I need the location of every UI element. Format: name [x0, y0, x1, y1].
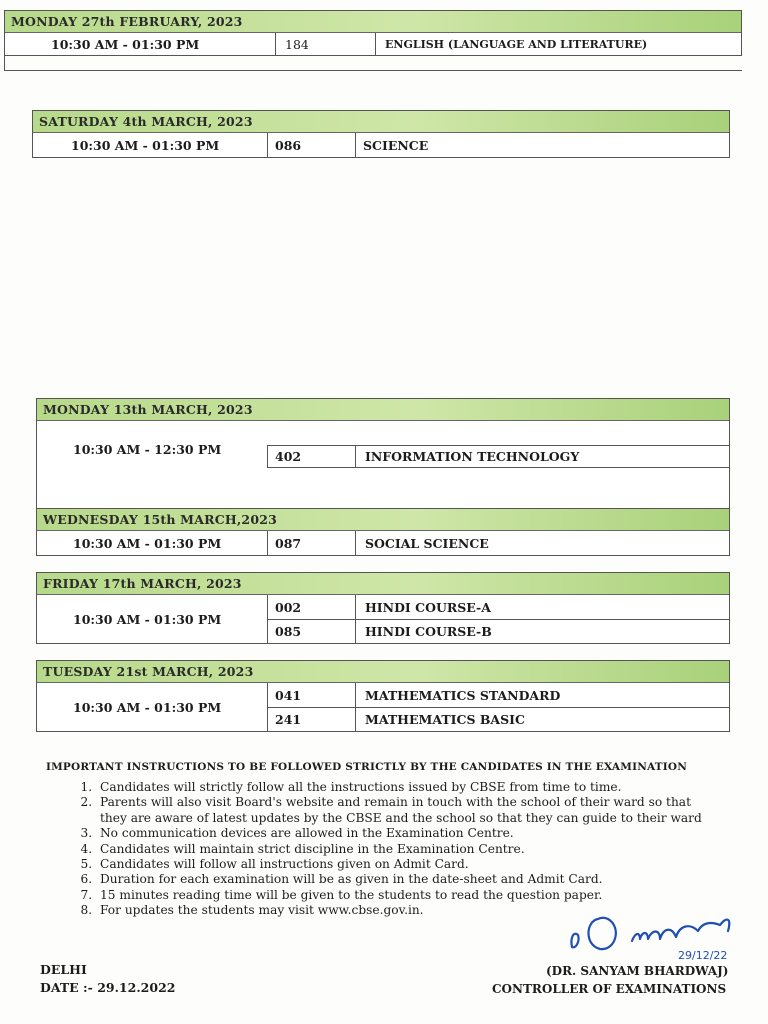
instruction-item: 2. Parents will also visit Board's website and remain in touch with the school of their ward so that they are aware of latest updates by the CBSE and the school so that they can guide to their ward — [96, 795, 768, 826]
exam-subject: ENGLISH (LANGUAGE AND LITERATURE) — [385, 38, 648, 51]
exam-subject: MATHEMATICS BASIC — [365, 712, 525, 727]
exam-date-header: TUESDAY 21st MARCH, 2023 — [37, 661, 729, 683]
signatory-name: (DR. SANYAM BHARDWAJ) — [546, 964, 729, 978]
instructions-list — [62, 780, 768, 919]
exam-subject: HINDI COURSE-A — [365, 600, 491, 615]
exam-block-1 — [4, 10, 742, 56]
exam-code: 241 — [275, 712, 302, 727]
exam-block-2 — [32, 110, 730, 158]
instruction-item: 6. Duration for each examination will be as given in the date-sheet and Admit Card. — [96, 872, 768, 887]
exam-block-4 — [36, 508, 730, 556]
exam-code: 402 — [275, 449, 302, 464]
signature-image — [560, 905, 760, 965]
exam-code: 086 — [275, 138, 302, 153]
exam-time: 10:30 AM - 01:30 PM — [71, 138, 220, 153]
exam-code: 085 — [275, 624, 302, 639]
exam-block-6 — [36, 660, 730, 732]
exam-subject: SOCIAL SCIENCE — [365, 536, 489, 551]
instruction-item: 5. Candidates will follow all instructions given on Admit Card. — [96, 857, 768, 872]
exam-block-3 — [36, 398, 730, 509]
signatory-designation: CONTROLLER OF EXAMINATIONS — [492, 982, 727, 996]
instructions-title: IMPORTANT INSTRUCTIONS TO BE FOLLOWED STRICTLY BY THE CANDIDATES IN THE EXAMINATION — [46, 761, 688, 773]
exam-subject: SCIENCE — [363, 138, 429, 153]
issue-date: DATE :- 29.12.2022 — [40, 980, 176, 995]
exam-date-header: SATURDAY 4th MARCH, 2023 — [33, 111, 729, 133]
instruction-item: 4. Candidates will maintain strict discipline in the Examination Centre. — [96, 842, 768, 857]
instruction-item: 1. Candidates will strictly follow all the instructions issued by CBSE from time to time. — [96, 780, 768, 795]
exam-subject: HINDI COURSE-B — [365, 624, 492, 639]
exam-subject: INFORMATION TECHNOLOGY — [365, 449, 580, 464]
exam-code: 184 — [285, 37, 309, 52]
exam-time: 10:30 AM - 12:30 PM — [73, 441, 222, 457]
place-label: DELHI — [40, 962, 87, 977]
exam-date-header: MONDAY 27th FEBRUARY, 2023 — [5, 11, 741, 33]
exam-time: 10:30 AM - 01:30 PM — [73, 700, 222, 715]
exam-code: 041 — [275, 688, 302, 703]
exam-time: 10:30 AM - 01:30 PM — [73, 536, 222, 551]
exam-code: 087 — [275, 536, 302, 551]
exam-code: 002 — [275, 600, 302, 615]
exam-date-header: MONDAY 13th MARCH, 2023 — [37, 399, 729, 421]
exam-time: 10:30 AM - 01:30 PM — [73, 612, 222, 627]
exam-date-header: FRIDAY 17th MARCH, 2023 — [37, 573, 729, 595]
exam-block-5 — [36, 572, 730, 644]
instruction-item: 7. 15 minutes reading time will be given to the students to read the question paper. — [96, 888, 768, 903]
exam-time: 10:30 AM - 01:30 PM — [51, 37, 200, 52]
exam-date-header: WEDNESDAY 15th MARCH,2023 — [37, 509, 729, 531]
exam-subject: MATHEMATICS STANDARD — [365, 688, 561, 703]
instruction-item: 8. For updates the students may visit www.cbse.gov.in. — [96, 903, 768, 918]
instruction-item: 3. No communication devices are allowed in the Examination Centre. — [96, 826, 768, 841]
svg-text:29/12/22: 29/12/22 — [678, 949, 728, 962]
